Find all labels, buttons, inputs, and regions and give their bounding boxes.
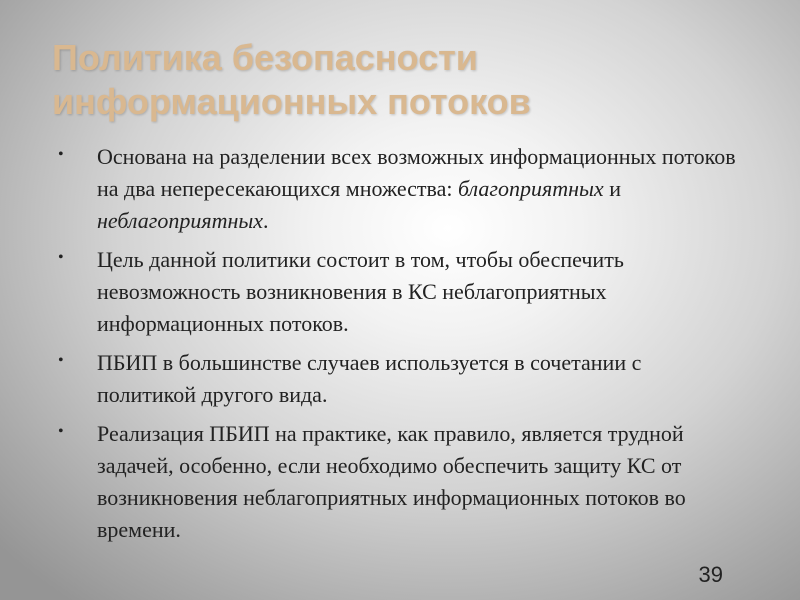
bullet-text-emphasis: неблагоприятных (97, 208, 264, 233)
bullet-dot-icon: • (58, 146, 64, 163)
slide-title-line-2: информационных потоков (52, 81, 531, 122)
bullet-item-1 (58, 141, 738, 237)
bullet-item-2 (58, 244, 738, 340)
slide-number: 39 (698, 562, 723, 587)
bullet-dot-icon: • (58, 423, 64, 440)
bullet-text: Цель данной политики состоит в том, чтобы обеспечить невозможность возникновения в КС неблагоприятных информационных потоков. (97, 247, 624, 336)
bullet-item-4 (58, 418, 738, 546)
slide-title-line-1: Политика безопасности (52, 37, 478, 78)
bullet-dot-icon: • (58, 352, 64, 369)
bullet-text-part: и (603, 176, 621, 201)
bullet-dot-icon: • (58, 249, 64, 266)
bullet-text-part: . (263, 208, 269, 233)
bullet-text (97, 144, 736, 233)
bullet-text: Реализация ПБИП на практике, как правило, является трудной задачей, особенно, если необходимо обеспечить защиту КС от возникновения неблагоприятных информационных потоков во времени. (97, 421, 686, 542)
bullet-list (58, 141, 738, 553)
bullet-text-emphasis: благоприятных (458, 176, 604, 201)
bullet-text: ПБИП в большинстве случаев используется в сочетании с политикой другого вида. (97, 350, 642, 407)
bullet-text-part: Основана на разделении всех возможных информационных потоков на два непересекающихся множества: (97, 144, 736, 201)
slide-title (52, 36, 772, 124)
bullet-item-3 (58, 347, 738, 411)
